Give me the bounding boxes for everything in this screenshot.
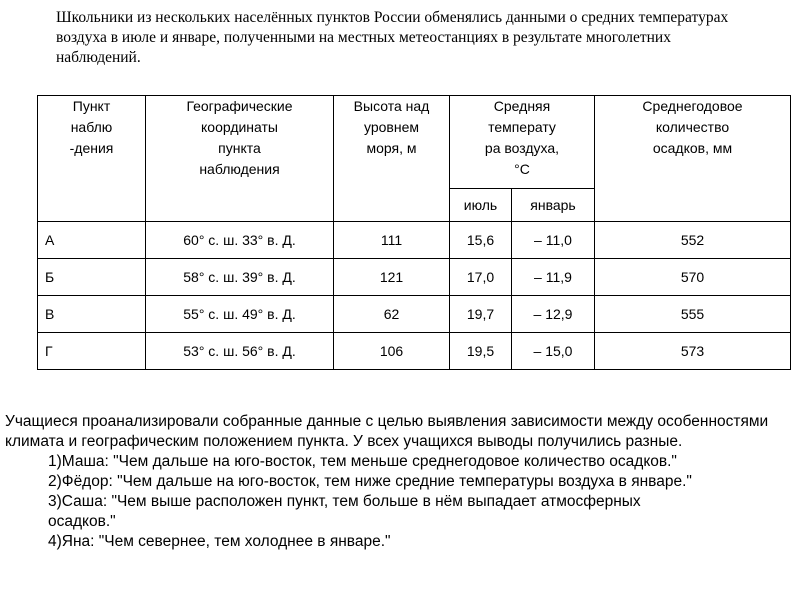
cell-point: Г <box>38 333 146 370</box>
header-coords-line: наблюдения <box>199 161 280 177</box>
header-january: январь <box>512 189 595 222</box>
cell-precipitation: 555 <box>595 296 791 333</box>
answer-text: 1)Маша: "Чем дальше на юго-восток, тем меньше среднегодовое количество осадков." <box>48 453 677 470</box>
analysis-section <box>5 412 795 552</box>
cell-point: А <box>38 222 146 259</box>
weather-data-table <box>37 95 791 370</box>
cell-precipitation: 570 <box>595 259 791 296</box>
header-altitude <box>334 96 450 222</box>
cell-altitude: 106 <box>334 333 450 370</box>
analysis-text: Учащиеся проанализировали собранные данные с целью выявления зависимости между особенностями климата и географическим положением пункта. У всех учащихся выводы получились разные. <box>5 413 769 450</box>
answer-item <box>5 492 795 532</box>
header-altitude-line: моря, м <box>366 140 417 156</box>
answer-continuation: осадков." <box>48 513 116 530</box>
cell-precipitation: 573 <box>595 333 791 370</box>
header-precipitation-line: Среднегодовое <box>642 98 743 114</box>
cell-point: В <box>38 296 146 333</box>
header-temperature-line: температу <box>488 119 556 135</box>
cell-july: 19,7 <box>450 296 512 333</box>
header-coords-line: Географические <box>186 98 293 114</box>
answer-text: 3)Саша: "Чем выше расположен пункт, тем больше в нём выпадает атмосферных <box>48 493 641 510</box>
header-point-line: Пункт <box>72 98 111 114</box>
table-row <box>38 222 791 259</box>
answers-list <box>5 452 795 552</box>
answer-text: 2)Фёдор: "Чем дальше на юго-восток, тем ниже средние температуры воздуха в январе." <box>48 473 692 490</box>
header-precipitation-line: осадков, мм <box>652 140 733 156</box>
cell-precipitation: 552 <box>595 222 791 259</box>
answer-item <box>5 532 795 552</box>
cell-january: – 11,0 <box>512 222 595 259</box>
header-temperature <box>450 96 595 189</box>
cell-july: 17,0 <box>450 259 512 296</box>
cell-january: – 15,0 <box>512 333 595 370</box>
cell-altitude: 121 <box>334 259 450 296</box>
cell-july: 15,6 <box>450 222 512 259</box>
answer-item <box>5 472 795 492</box>
cell-altitude: 111 <box>334 222 450 259</box>
cell-coords: 60° с. ш. 33° в. Д. <box>146 222 334 259</box>
header-temperature-line: Средняя <box>493 98 551 114</box>
header-point <box>38 96 146 222</box>
header-point-line: -дения <box>69 140 114 156</box>
answer-text: 4)Яна: "Чем севернее, тем холоднее в январе." <box>48 533 391 550</box>
cell-coords: 58° с. ш. 39° в. Д. <box>146 259 334 296</box>
table-header-row <box>38 96 791 189</box>
cell-coords: 55° с. ш. 49° в. Д. <box>146 296 334 333</box>
header-july: июль <box>450 189 512 222</box>
cell-altitude: 62 <box>334 296 450 333</box>
header-coords <box>146 96 334 222</box>
answer-item <box>5 452 795 472</box>
cell-point: Б <box>38 259 146 296</box>
header-temperature-line: ра воздуха, <box>484 140 560 156</box>
header-precipitation <box>595 96 791 222</box>
cell-july: 19,5 <box>450 333 512 370</box>
header-precipitation-line: количество <box>655 119 730 135</box>
header-altitude-line: уровнем <box>364 119 419 135</box>
table-row <box>38 296 791 333</box>
header-temperature-line: °С <box>514 161 530 177</box>
cell-coords: 53° с. ш. 56° в. Д. <box>146 333 334 370</box>
header-coords-line: координаты <box>201 119 278 135</box>
cell-january: – 12,9 <box>512 296 595 333</box>
intro-text: Школьники из нескольких населённых пунктов России обменялись данными о средних температурах воздуха в июле и январе, полученными на местных метеостанциях в результате многолетних наблюдений. <box>56 9 729 66</box>
header-coords-line: пункта <box>218 140 261 156</box>
header-point-line: наблю <box>70 119 113 135</box>
table-row <box>38 259 791 296</box>
header-altitude-line: Высота над <box>353 98 430 114</box>
cell-january: – 11,9 <box>512 259 595 296</box>
table-row <box>38 333 791 370</box>
